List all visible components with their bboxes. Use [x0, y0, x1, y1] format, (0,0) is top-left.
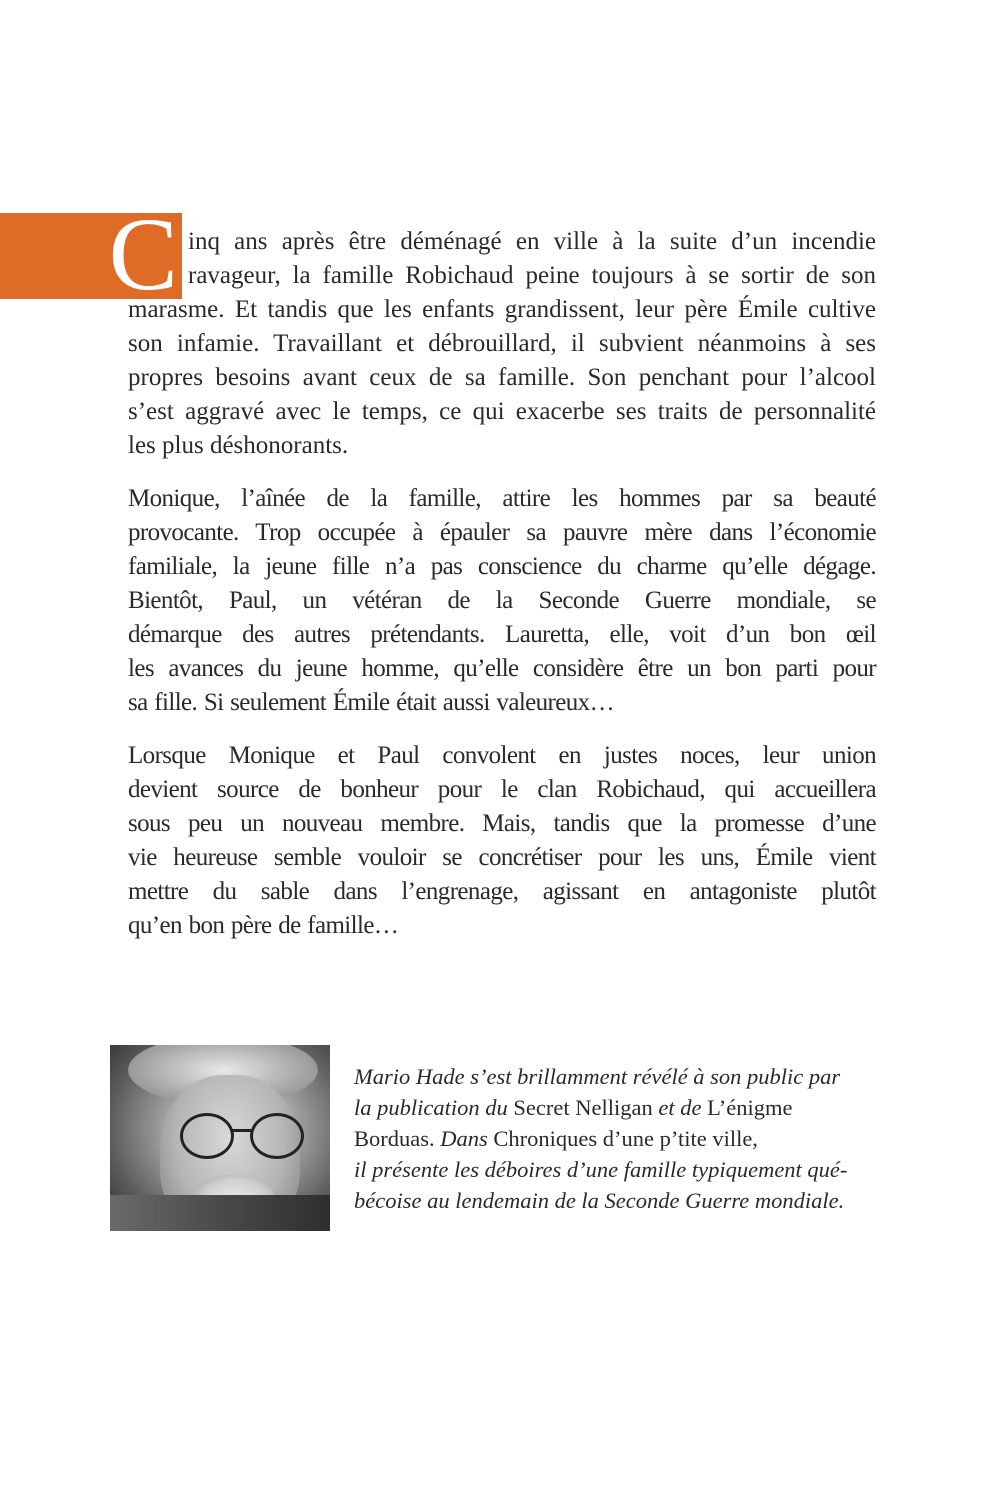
text-line: Lorsque Monique et Paul convolent en justes noces, leur union: [128, 742, 876, 769]
bio-line: [354, 1092, 850, 1123]
bio-italic: la publication du: [354, 1095, 508, 1120]
text-line: familiale, la jeune fille n’a pas conscience du charme qu’elle dégage.: [128, 553, 876, 580]
dropcap-letter: C: [108, 197, 178, 312]
bio-line: [354, 1123, 850, 1154]
glasses-right-lens: [250, 1113, 304, 1159]
synopsis-paragraph-2: [128, 482, 876, 720]
bio-italic: et de: [658, 1095, 702, 1120]
text-line: sa fille. Si seulement Émile était aussi valeureux…: [128, 689, 614, 716]
text-line: démarque des autres prétendants. Lauretta, elle, voit d’un bon œil: [128, 621, 876, 648]
author-bio: [354, 1061, 850, 1216]
bio-line: il présente les déboires d’une famille typiquement qué-: [354, 1157, 848, 1182]
bio-italic: Dans: [440, 1126, 488, 1151]
text-line: devient source de bonheur pour le clan Robichaud, qui accueillera: [128, 776, 876, 803]
text-line: propres besoins avant ceux de sa famille. Son penchant pour l’alcool: [128, 364, 876, 391]
text-line: Bientôt, Paul, un vétéran de la Seconde Guerre mondiale, se: [128, 587, 876, 614]
text-line: mettre du sable dans l’engrenage, agissant en antagoniste plutôt: [128, 878, 876, 905]
text-line: Monique, l’aînée de la famille, attire les hommes par sa beauté: [128, 485, 876, 512]
book-title-chroniques: Chroniques d’une p’tite ville,: [493, 1126, 758, 1151]
text-line: inq ans après être déménagé en ville à la suite d’un incendie: [188, 228, 876, 255]
glasses-bridge: [231, 1129, 251, 1132]
text-line: ravageur, la famille Robichaud peine toujours à se sortir de son: [188, 262, 876, 289]
text-line: s’est aggravé avec le temps, ce qui exacerbe ses traits de personnalité: [128, 398, 876, 425]
text-line: les plus déshonorants.: [128, 432, 349, 459]
author-photo-shirt: [110, 1195, 330, 1231]
book-title-secret-nelligan: Secret Nelligan: [513, 1095, 653, 1120]
glasses-left-lens: [180, 1113, 234, 1159]
bio-line: Mario Hade s’est brillamment révélé à son public par: [354, 1064, 841, 1089]
book-title-enigme: L’énigme: [707, 1095, 793, 1120]
bio-line: bécoise au lendemain de la Seconde Guerre mondiale.: [354, 1188, 845, 1213]
text-line: provocante. Trop occupée à épauler sa pauvre mère dans l’économie: [128, 519, 876, 546]
synopsis-paragraph-1: [128, 225, 876, 463]
author-photo: [110, 1045, 330, 1231]
text-line: vie heureuse semble vouloir se concrétiser pour les uns, Émile vient: [128, 844, 876, 871]
synopsis-paragraph-3: [128, 739, 876, 943]
synopsis-text: [128, 225, 876, 962]
text-line: son infamie. Travaillant et débrouillard, il subvient néanmoins à ses: [128, 330, 876, 357]
book-title-borduas: Borduas.: [354, 1126, 435, 1151]
text-line: qu’en bon père de famille…: [128, 912, 399, 939]
text-line: les avances du jeune homme, qu’elle considère être un bon parti pour: [128, 655, 876, 682]
text-line: sous peu un nouveau membre. Mais, tandis que la promesse d’une: [128, 810, 876, 837]
text-line: marasme. Et tandis que les enfants grandissent, leur père Émile cultive: [128, 296, 876, 323]
